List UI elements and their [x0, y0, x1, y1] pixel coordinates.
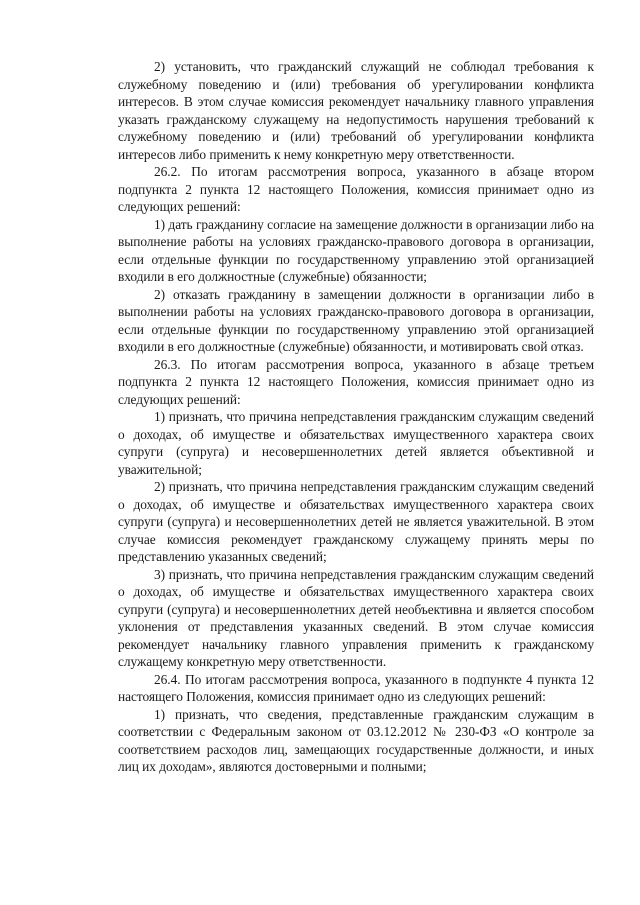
paragraph-26-3-item-2: 2) признать, что причина непредставления гражданским служащим сведений о доходах, об имуществе и обязательствах имущественного характера своих супруги (супруга) и несовершеннолетних детей не является уважительной. В этом случае комиссия рекомендует гражданскому служащему принять меры по представлению указанных сведений;	[118, 479, 594, 564]
paragraph-26-2-intro: 26.2. По итогам рассмотрения вопроса, указанного в абзаце втором подпункта 2 пункта 12 настоящего Положения, комиссия принимает одно из следующих решений:	[118, 164, 594, 214]
paragraph-26-4-intro: 26.4. По итогам рассмотрения вопроса, указанного в подпункте 4 пункта 12 настоящего Положения, комиссия принимает одно из следующих решений:	[118, 671, 594, 704]
document-body	[118, 58, 594, 776]
paragraph-26-4-item-1: 1) признать, что сведения, представленные гражданским служащим в соответствии с Федеральным законом от 03.12.2012 № 230-ФЗ «О контроле за соответствием расходов лиц, замещающих государственные должности, и иных лиц их доходам», являются достоверными и полными;	[118, 706, 594, 774]
paragraph-26-2-item-2: 2) отказать гражданину в замещении должности в организации либо в выполнении работы на условиях гражданско-правового договора в организации, если отдельные функции по государственному управлению этой организацией входили в его должностные (служебные) обязанности, и мотивировать свой отказ.	[118, 286, 594, 354]
paragraph-26-2-item-1: 1) дать гражданину согласие на замещение должности в организации либо на выполнение работы на условиях гражданско-правового договора в организации, если отдельные функции по государственному управлению этой организацией входили в его должностные (служебные) обязанности;	[118, 216, 594, 284]
paragraph-26-3-item-1: 1) признать, что причина непредставления гражданским служащим сведений о доходах, об имуществе и обязательствах имущественного характера своих супруги (супруга) и несовершеннолетних детей является объективной и уважительной;	[118, 409, 594, 477]
paragraph-26-3-intro: 26.3. По итогам рассмотрения вопроса, указанного в абзаце третьем подпункта 2 пункта 12 настоящего Положения, комиссия принимает одно из следующих решений:	[118, 356, 594, 407]
paragraph-2-establish-violation: 2) установить, что гражданский служащий не соблюдал требования к служебному поведению и (или) требования об урегулировании конфликта интересов. В этом случае комиссия рекомендует начальнику главного управления указать гражданскому служащему на недопустимость нарушения требований к служебному поведению и (или) требований об урегулировании конфликта интересов либо применить к нему конкретную меру ответственности.	[118, 59, 594, 162]
paragraph-26-3-item-3: 3) признать, что причина непредставления гражданским служащим сведений о доходах, об имуществе и обязательствах имущественного характера своих супруги (супруга) и несовершеннолетних детей необъективна и является способом уклонения от представления указанных сведений. В этом случае комиссия рекомендует начальнику главного управления применить к гражданскому служащему конкретную меру ответственности.	[118, 566, 594, 669]
